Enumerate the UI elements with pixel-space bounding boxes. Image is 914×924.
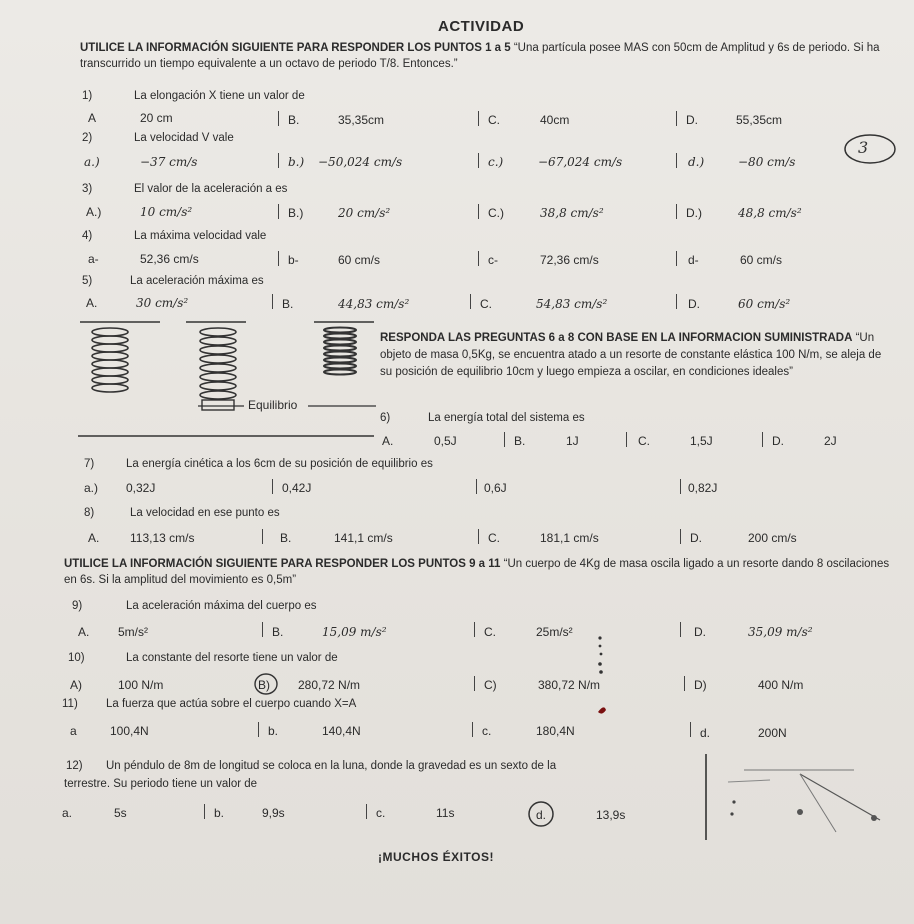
- q8-option-a-letter[interactable]: A.: [88, 531, 100, 545]
- q12-option-c[interactable]: 11s: [436, 806, 455, 820]
- section1-intro-text: “Una partícula posee MAS con 50cm de Amplitud y 6s de periodo. Si ha transcurrido un tiempo equivalente a un octavo de periodo T/8. Entonces.”: [80, 42, 880, 70]
- option-divider: [690, 722, 691, 737]
- q3-number: 3): [82, 183, 93, 195]
- q4-option-b-letter[interactable]: b-: [288, 253, 299, 267]
- section1-intro: [80, 40, 890, 72]
- q8-option-b-letter[interactable]: B.: [280, 531, 292, 545]
- section2-intro: [380, 330, 890, 381]
- q4-option-b[interactable]: 60 cm/s: [338, 253, 381, 267]
- option-divider: [478, 529, 479, 544]
- option-divider: [680, 479, 681, 494]
- q3-option-a-letter[interactable]: A.): [86, 205, 102, 219]
- q10-option-a[interactable]: 100 N/m: [118, 678, 164, 692]
- q10-option-a-letter[interactable]: A): [70, 678, 82, 692]
- handwritten-score-mark: 3: [858, 138, 869, 157]
- option-divider: [676, 204, 677, 219]
- option-divider: [478, 111, 479, 126]
- q5-option-a[interactable]: 30 cm/s²: [136, 296, 189, 310]
- q6-option-d[interactable]: 2J: [824, 434, 837, 448]
- q4-text: La máxima velocidad vale: [134, 230, 267, 242]
- option-divider: [476, 479, 477, 494]
- q12-text-line1: Un péndulo de 8m de longitud se coloca en la luna, donde la gravedad es un sexto de la: [106, 760, 557, 772]
- equilibrium-label: Equilibrio: [248, 398, 298, 412]
- option-divider: [676, 153, 677, 168]
- q2-option-c[interactable]: −67,024 cm/s: [538, 155, 623, 169]
- q8-option-b[interactable]: 141,1 cm/s: [334, 531, 393, 545]
- q1-option-b[interactable]: 35,35cm: [338, 113, 385, 127]
- q9-option-c-letter[interactable]: C.: [484, 625, 496, 639]
- option-divider: [272, 479, 273, 494]
- pendulum-sketch: [704, 752, 894, 842]
- q6-option-a-letter[interactable]: A.: [382, 434, 394, 448]
- q3-option-c-letter[interactable]: C.): [488, 206, 504, 220]
- q7-number: 7): [84, 458, 95, 470]
- q8-text: La velocidad en ese punto es: [130, 507, 280, 519]
- q11-option-a-letter[interactable]: a: [70, 724, 77, 738]
- q2-option-b-letter[interactable]: b.): [288, 155, 305, 169]
- q11-option-c[interactable]: 180,4N: [536, 724, 575, 738]
- q3-option-a[interactable]: 10 cm/s²: [140, 205, 193, 219]
- q7-option-a-letter[interactable]: a.): [84, 481, 99, 495]
- q3-option-c[interactable]: 38,8 cm/s²: [540, 206, 604, 220]
- q12-option-b-letter[interactable]: b.: [214, 806, 225, 820]
- q4-option-c-letter[interactable]: c-: [488, 253, 498, 267]
- q2-option-b[interactable]: −50,024 cm/s: [318, 155, 403, 169]
- option-divider: [470, 294, 471, 309]
- q11-option-d-letter[interactable]: d.: [700, 726, 711, 740]
- q7-option-c[interactable]: 0,6J: [484, 481, 507, 495]
- q5-text: La aceleración máxima es: [130, 275, 264, 287]
- q4-option-d-letter[interactable]: d-: [688, 253, 699, 267]
- q4-option-c[interactable]: 72,36 cm/s: [540, 253, 599, 267]
- q9-text: La aceleración máxima del cuerpo es: [126, 600, 317, 612]
- q1-text: La elongación X tiene un valor de: [134, 90, 305, 102]
- q8-option-c[interactable]: 181,1 cm/s: [540, 531, 599, 545]
- option-divider: [474, 622, 475, 637]
- q3-option-b-letter[interactable]: B.): [288, 206, 304, 220]
- q2-text: La velocidad V vale: [134, 132, 234, 144]
- q4-option-d[interactable]: 60 cm/s: [740, 253, 783, 267]
- section3-intro-heading: UTILICE LA INFORMACIÓN SIGUIENTE PARA RESPONDER LOS PUNTOS 9 a 11: [64, 558, 501, 570]
- q11-option-b[interactable]: 140,4N: [322, 724, 361, 738]
- q8-number: 8): [84, 507, 95, 519]
- q11-number: 11): [62, 698, 78, 710]
- q5-option-b[interactable]: 44,83 cm/s²: [338, 297, 410, 311]
- q9-number: 9): [72, 600, 83, 612]
- q1-option-d-letter[interactable]: D.: [686, 113, 698, 127]
- option-divider: [676, 294, 677, 309]
- q6-option-a[interactable]: 0,5J: [434, 434, 457, 448]
- option-divider: [478, 251, 479, 266]
- q10-option-d[interactable]: 400 N/m: [758, 678, 804, 692]
- q3-option-d-letter[interactable]: D.): [686, 206, 702, 220]
- option-divider: [474, 676, 475, 691]
- q6-option-c-letter[interactable]: C.: [638, 434, 650, 448]
- q12-option-c-letter[interactable]: c.: [376, 806, 386, 820]
- q6-option-b-letter[interactable]: B.: [514, 434, 526, 448]
- q11-option-a[interactable]: 100,4N: [110, 724, 149, 738]
- option-divider: [626, 432, 627, 447]
- q4-number: 4): [82, 230, 93, 242]
- q11-option-b-letter[interactable]: b.: [268, 724, 279, 738]
- q12-option-a[interactable]: 5s: [114, 806, 127, 820]
- selected-answer-circle-icon: [253, 672, 279, 696]
- section1-intro-heading: UTILICE LA INFORMACIÓN SIGUIENTE PARA RESPONDER LOS PUNTOS 1 a 5: [80, 42, 511, 54]
- q2-option-d-letter[interactable]: d.): [688, 155, 705, 169]
- q8-option-d-letter[interactable]: D.: [690, 531, 702, 545]
- q4-option-a[interactable]: 52,36 cm/s: [140, 252, 199, 266]
- circled-mark-icon: [842, 132, 898, 166]
- q11-text: La fuerza que actúa sobre el cuerpo cuando X=A: [106, 698, 357, 710]
- q9-option-a[interactable]: 5m/s²: [118, 625, 148, 639]
- q9-option-d-letter[interactable]: D.: [694, 625, 706, 639]
- q10-option-c[interactable]: 380,72 N/m: [538, 678, 601, 692]
- q1-option-d[interactable]: 55,35cm: [736, 113, 783, 127]
- q12-option-d[interactable]: 13,9s: [596, 808, 626, 822]
- page-title: ACTIVIDAD: [438, 18, 525, 35]
- q2-number: 2): [82, 132, 93, 144]
- q10-option-b-letter[interactable]: B): [258, 678, 270, 692]
- q10-option-b[interactable]: 280,72 N/m: [298, 678, 361, 692]
- option-divider: [684, 676, 685, 691]
- option-divider: [472, 722, 473, 737]
- q9-option-d[interactable]: 35,09 m/s²: [748, 625, 813, 639]
- q11-option-d[interactable]: 200N: [758, 726, 787, 740]
- q10-option-c-letter[interactable]: C): [484, 678, 497, 692]
- option-divider: [366, 804, 367, 819]
- option-divider: [272, 294, 273, 309]
- option-divider: [676, 111, 677, 126]
- q2-option-d[interactable]: −80 cm/s: [738, 155, 796, 169]
- q3-option-d[interactable]: 48,8 cm/s²: [738, 206, 802, 220]
- q5-option-c-letter[interactable]: C.: [480, 297, 492, 311]
- q1-option-a-letter[interactable]: A: [88, 111, 97, 125]
- q8-option-c-letter[interactable]: C.: [488, 531, 500, 545]
- option-divider: [680, 622, 681, 637]
- q9-option-b[interactable]: 15,09 m/s²: [322, 625, 387, 639]
- q1-number: 1): [82, 90, 93, 102]
- option-divider: [258, 722, 259, 737]
- option-divider: [262, 622, 263, 637]
- q6-text: La energía total del sistema es: [428, 412, 585, 424]
- q5-option-c[interactable]: 54,83 cm/s²: [536, 297, 608, 311]
- q1-option-a[interactable]: 20 cm: [140, 111, 173, 125]
- option-divider: [478, 153, 479, 168]
- q7-text: La energía cinética a los 6cm de su posición de equilibrio es: [126, 458, 433, 470]
- q3-text: El valor de la aceleración a es: [134, 183, 288, 195]
- option-divider: [278, 153, 279, 168]
- option-divider: [478, 204, 479, 219]
- q6-option-b[interactable]: 1J: [566, 434, 579, 448]
- option-divider: [278, 111, 279, 126]
- q7-option-b[interactable]: 0,42J: [282, 481, 312, 495]
- q2-option-a[interactable]: −37 cm/s: [140, 155, 198, 169]
- spring-diagram: [78, 318, 378, 440]
- section2-intro-heading: RESPONDA LAS PREGUNTAS 6 a 8 CON BASE EN LA INFORMACION SUMINISTRADA: [380, 332, 853, 344]
- q6-option-c[interactable]: 1,5J: [690, 434, 713, 448]
- q12-option-b[interactable]: 9,9s: [262, 806, 285, 820]
- q7-option-a[interactable]: 0,32J: [126, 481, 156, 495]
- selected-answer-circle-icon: [527, 800, 555, 828]
- q2-option-a-letter[interactable]: a.): [84, 155, 100, 169]
- q9-option-b-letter[interactable]: B.: [272, 625, 284, 639]
- q12-option-a-letter[interactable]: a.: [62, 806, 73, 820]
- q8-option-d[interactable]: 200 cm/s: [748, 531, 797, 545]
- q2-option-c-letter[interactable]: c.): [488, 155, 504, 169]
- q1-option-c[interactable]: 40cm: [540, 113, 570, 127]
- option-divider: [278, 251, 279, 266]
- option-divider: [676, 251, 677, 266]
- q3-option-b[interactable]: 20 cm/s²: [338, 206, 391, 220]
- q6-number: 6): [380, 412, 391, 424]
- q5-number: 5): [82, 275, 93, 287]
- q9-option-c[interactable]: 25m/s²: [536, 625, 573, 639]
- q5-option-b-letter[interactable]: B.: [282, 297, 294, 311]
- q12-text-line2: terrestre. Su periodo tiene un valor de: [64, 778, 258, 790]
- option-divider: [680, 529, 681, 544]
- q11-option-c-letter[interactable]: c.: [482, 724, 492, 738]
- q5-option-d[interactable]: 60 cm/s²: [738, 297, 791, 311]
- q7-option-d[interactable]: 0,82J: [688, 481, 718, 495]
- q12-number: 12): [66, 760, 83, 772]
- option-divider: [204, 804, 205, 819]
- option-divider: [762, 432, 763, 447]
- q10-option-d-letter[interactable]: D): [694, 678, 707, 692]
- q1-option-b-letter[interactable]: B.: [288, 113, 300, 127]
- q8-option-a[interactable]: 113,13 cm/s: [130, 531, 195, 545]
- section2-intro-text: “Un objeto de masa 0,5Kg, se encuentra atado a un resorte de constante elástica 100 N/m, se aleja de su posición de equilibrio 10cm y luego empieza a oscilar, en condiciones ideales”: [380, 332, 882, 378]
- q10-number: 10): [68, 652, 85, 664]
- option-divider: [504, 432, 505, 447]
- q1-option-c-letter[interactable]: C.: [488, 113, 500, 127]
- closing-message: ¡MUCHOS ÉXITOS!: [378, 850, 494, 864]
- option-divider: [278, 204, 279, 219]
- q12-option-d-letter[interactable]: d.: [536, 808, 547, 822]
- q6-option-d-letter[interactable]: D.: [772, 434, 784, 448]
- option-divider: [262, 529, 263, 544]
- q9-option-a-letter[interactable]: A.: [78, 625, 90, 639]
- section3-intro: [64, 556, 904, 588]
- q4-option-a-letter[interactable]: a-: [88, 252, 99, 266]
- q5-option-d-letter[interactable]: D.: [688, 297, 700, 311]
- section3-intro-text: “Un cuerpo de 4Kg de masa oscila ligado a un resorte dando 8 oscilaciones en 6s. Si la amplitud del movimiento es 0,5m”: [64, 558, 890, 586]
- q10-text: La constante del resorte tiene un valor de: [126, 652, 338, 664]
- ink-marks-icon: [592, 632, 612, 722]
- q5-option-a-letter[interactable]: A.: [86, 296, 98, 310]
